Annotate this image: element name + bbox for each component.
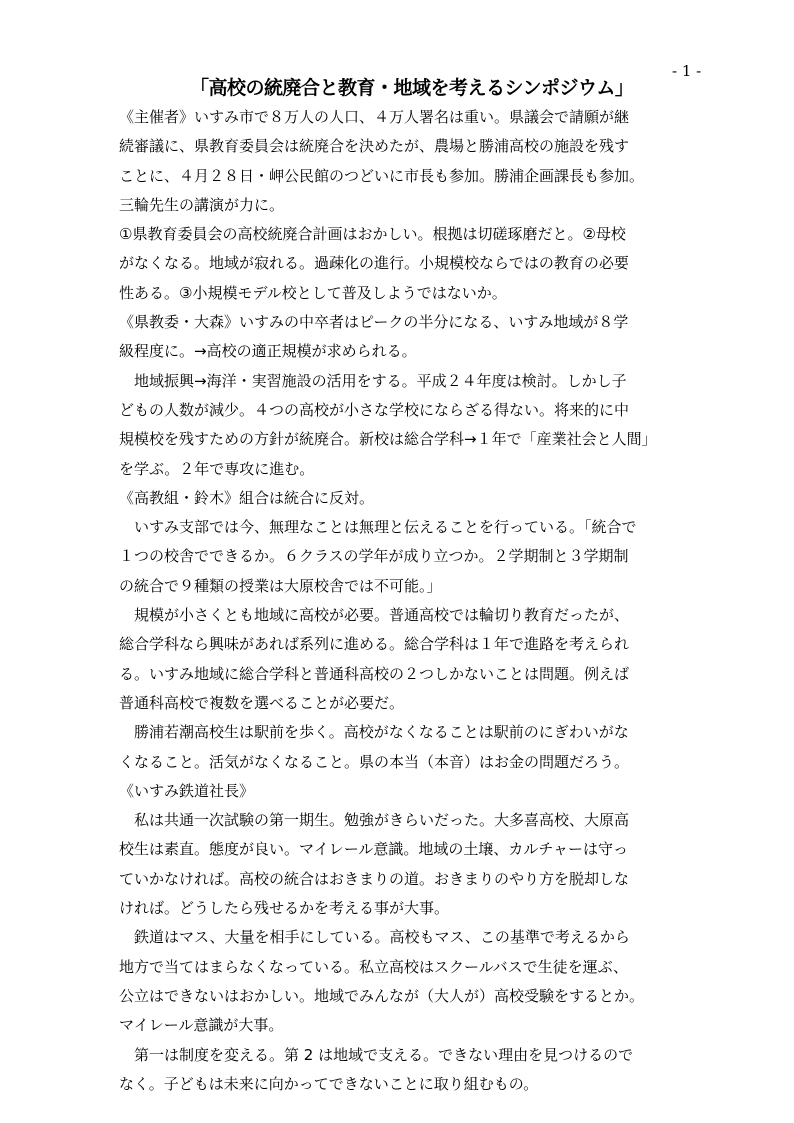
text-line: 《いすみ鉄道社長》 [119,781,255,800]
text-line: 級程度に。→高校の適正規模が求められる。 [119,342,417,361]
text-line: 鉄道はマス、大量を相手にしている。高校もマス、この基準で考えるから [134,928,630,947]
text-line: いすみ支部では今、無理なことは無理と伝えることを行っている。「統合で [134,518,637,537]
page-number: - 1 - [672,62,702,80]
text-line: を学ぶ。２年で専攻に進む。 [119,459,315,478]
text-line: 三輪先生の講演が力に。 [119,195,285,214]
text-line: 規模が小さくとも地域に高校が必要。普通高校では輪切り教育だったが、 [134,606,630,625]
text-line: 総合学科なら興味があれば系列に進める。総合学科は１年で進路を考えられ [119,635,630,654]
text-line: 地域振興→海洋・実習施設の活用をする。平成２４年度は検討。しかし子 [134,371,627,390]
text-line: がなくなる。地域が寂れる。過疎化の進行。小規模校ならではの教育の必要 [119,254,629,273]
text-line: 続審議に、県教育委員会は統廃合を決めたが、農場と勝浦高校の施設を残す [119,137,630,156]
text-line: 校生は素直。態度が良い。マイレール意識。地域の土壌、カルチャーは守っ [119,840,628,859]
text-line: 勝浦若潮高校生は駅前を歩く。高校がなくなることは駅前のにぎわいがな [134,723,629,742]
text-line: ことに、４月２８日・岬公民館のつどいに市長も参加。勝浦企画課長も参加。 [119,166,645,185]
text-line: の統合で９種類の授業は大原校舎では不可能。」 [119,576,442,595]
text-line: １つの校舎でできるか。６クラスの学年が成り立つか。２学期制と３学期制 [119,547,629,566]
text-line: 《県教委・大森》いすみの中卒者はピークの半分になる、いすみ地域が８学 [119,313,629,332]
text-line: どもの人数が減少。４つの高校が小さな学校にならざる得ない。将来的に中 [119,400,630,419]
text-line: マイレール意識が大事。 [119,1016,284,1035]
text-line: る。いすみ地域に総合学科と普通科高校の２つしかないことは問題。例えば [119,664,630,683]
text-line: 《高教組・鈴木》組合は統合に反対。 [119,488,375,507]
text-line: 公立はできないはおかしい。地域でみんなが（大人が）高校受験をするとか。 [119,986,645,1005]
text-line: 規模校を残すための方針が統廃合。新校は総合学科→１年で「産業社会と人間」 [119,430,657,449]
text-line: 性ある。③小規模モデル校として普及しようではないか。 [119,283,507,302]
text-line: ていかなければ。高校の統合はおきまりの道。おきまりのやり方を脱却しな [119,869,630,888]
document-title: 「高校の統廃合と教育・地域を考えるシンポジウム」 [190,77,634,99]
text-line: 私は共通一次試験の第一期生。勉強がきらいだった。大多喜高校、大原高 [134,811,630,830]
text-line: なく。子どもは未来に向かってできないことに取り組むもの。 [119,1074,539,1093]
text-line: 《主催者》いすみ市で８万人の人口、４万人署名は重い。県議会で請願が継 [119,108,630,126]
text-line: 普通科高校で複数を選べることが必要だ。 [119,693,405,712]
document-body [119,103,719,1099]
text-line: ければ。どうしたら残せるかを考える事が大事。 [119,899,450,918]
text-line: 第一は制度を変える。第 2 は地域で支える。できない理由を見つけるので [134,1045,634,1064]
text-line: くなること。活気がなくなること。県の本当（本音）はお金の問題だろう。 [119,752,630,771]
text-line: 地方で当てはまらなくなっている。私立高校はスクールバスで生徒を運ぶ、 [119,957,628,976]
text-line: ①県教育委員会の高校統廃合計画はおかしい。根拠は切磋琢磨だと。②母校 [119,225,626,244]
